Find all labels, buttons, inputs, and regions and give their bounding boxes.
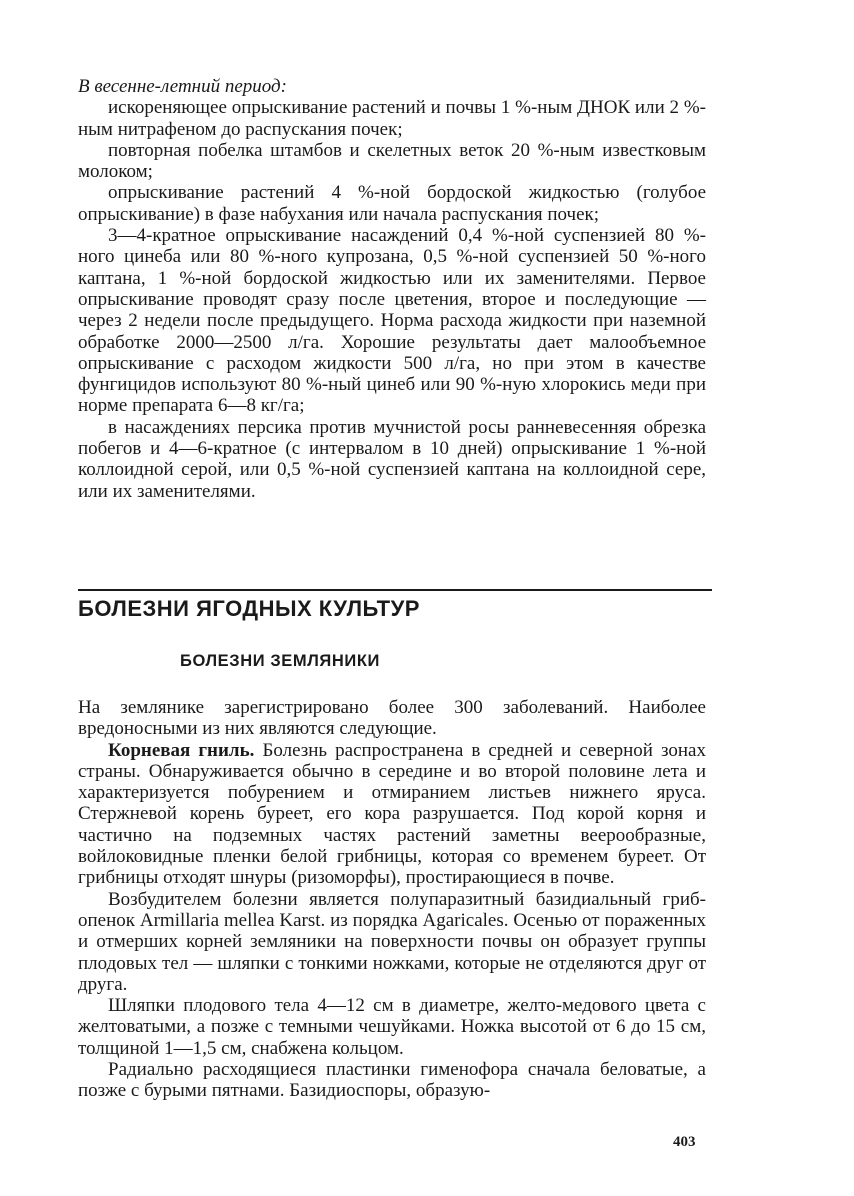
spring-item-2: повторная побелка штамбов и скелетных веток 20 %-ным известковым молоком; xyxy=(78,139,706,183)
spring-item-3: опрыскивание растений 4 %-ной бордоской жидкостью (голубое опрыскивание) в фазе набухания или начала распускания почек; xyxy=(78,182,706,225)
spring-measures xyxy=(78,76,706,502)
subsection-title: БОЛЕЗНИ ЗЕМЛЯНИКИ xyxy=(180,652,380,670)
intro-paragraph: На землянике зарегистрировано более 300 заболеваний. Наиболее вредоносными из них являются следующие. xyxy=(78,697,706,740)
section-title: БОЛЕЗНИ ЯГОДНЫХ КУЛЬТУР xyxy=(78,596,420,621)
strawberry-text xyxy=(78,697,706,1102)
spring-item-4: 3—4-кратное опрыскивание насаждений 0,4 %-ной суспензией 80 %-ного цинеба или 80 %-ного купрозана, 0,5 %-ной суспензией 50 %-ного каптана, 1 %-ной бордоской жидкостью или их заменителями. Первое опрыскивание проводят сразу после цветения, второе и последующие — через 2 недели после предыдущего. Норма расхода жидкости при наземной обработке 2000—2500 л/га. Хорошие результаты дает малообъемное опрыскивание с расходом жидкости 500 л/га, но при этом в качестве фунгицидов используют 80 %-ный цинеб или 90 %-ную хлорокись меди при норме препарата 6—8 кг/га; xyxy=(78,225,706,417)
root-rot-paragraph xyxy=(78,740,706,889)
spring-heading: В весенне-летний период: xyxy=(78,76,287,97)
page-number: 403 xyxy=(673,1134,696,1150)
cap-paragraph: Шляпки плодового тела 4—12 см в диаметре, желто-медового цвета с желтоватыми, а позже с темными чешуйками. Ножка высотой от 6 до 15 см, толщиной 1—1,5 см, снабжена кольцом. xyxy=(78,995,706,1059)
pathogen-paragraph: Возбудителем болезни является полупаразитный базидиальный гриб-опенок Armillaria mellea Karst. из порядка Agaricales. Осенью от пораженных и отмерших корней земляники на поверхности почвы он образует группы плодовых тел — шляпки с тонкими ножками, которые не отделяются друг от друга. xyxy=(78,888,706,995)
root-rot-term: Корневая гниль. xyxy=(108,739,255,761)
gills-paragraph: Радиально расходящиеся пластинки гименофора сначала беловатые, а позже с бурыми пятнами. Базидиоспоры, образую- xyxy=(78,1059,706,1102)
spring-item-1: искореняющее опрыскивание растений и почвы 1 %-ным ДНОК или 2 %-ным нитрафеном до распускания почек; xyxy=(78,97,706,140)
section-divider xyxy=(78,589,712,591)
root-rot-text: Болезнь распространена в средней и северной зонах страны. Обнаруживается обычно в середине и во второй половине лета и характеризуется побурением и отмиранием листьев нижнего яруса. Стержневой корень буреет, его кора разрушается. Под корой корня и частично на подземных частях растений заметны веерообразные, войлоковидные пленки белой грибницы, которая со временем буреет. От грибницы отходят шнуры (ризоморфы), простирающиеся в почве. xyxy=(78,739,706,889)
spring-item-5: в насаждениях персика против мучнистой росы ранневесенняя обрезка побегов и 4—6-кратное (с интервалом в 10 дней) опрыскивание 1 %-ной коллоидной серой, или 0,5 %-ной суспензией каптана на коллоидной сере, или их заменителями. xyxy=(78,416,706,502)
